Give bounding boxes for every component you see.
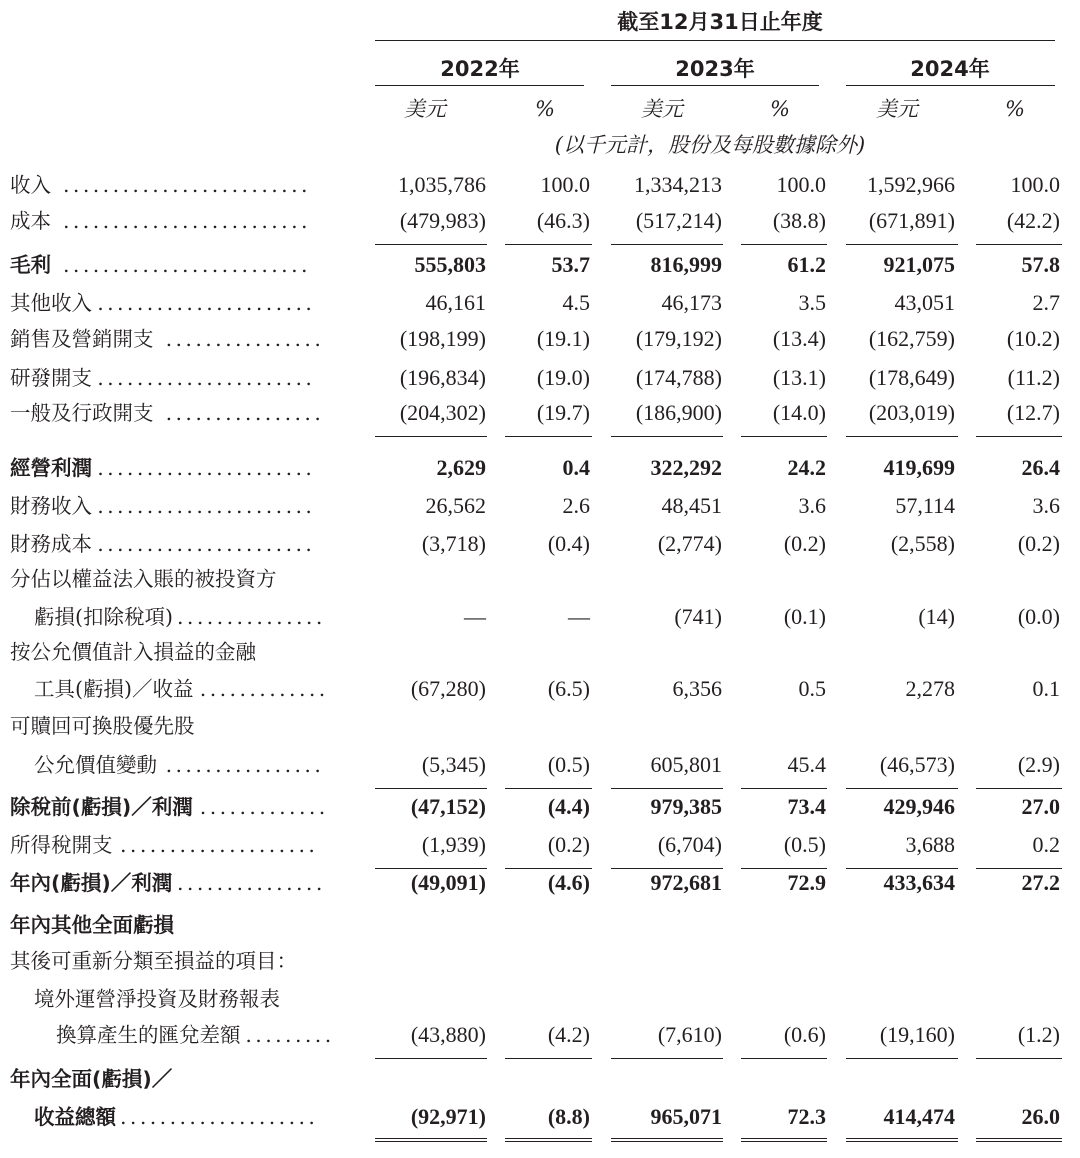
operating_profit-label: 經營利潤: [10, 456, 92, 480]
selling_expenses-value-2: (179,192): [635, 326, 722, 351]
admin_expenses-subtotal-rule-5: [976, 436, 1062, 437]
year-rule-2023: [611, 85, 819, 86]
cost-value-5: (42.2): [1006, 208, 1060, 233]
admin_expenses-value-3: (14.0): [772, 400, 826, 425]
fvtpl-value-2: 6,356: [672, 676, 722, 701]
equity_loss-leader-dots: ...............: [177, 605, 326, 629]
finance_cost-value-1: (0.4): [547, 531, 590, 556]
equity_loss-value-2: (741): [674, 604, 722, 629]
pretax-value-4: 429,946: [883, 794, 955, 819]
gross_profit-value-0: 555,803: [414, 252, 486, 277]
admin_expenses-subtotal-rule-1: [505, 436, 592, 437]
revenue-leader-dots: .........................: [63, 173, 311, 197]
total-label-2: 收益總額: [34, 1105, 116, 1129]
fx-value-2: (7,610): [657, 1022, 722, 1047]
total-double-rule-1: [505, 1138, 592, 1142]
equity_loss-label-2: 虧損(扣除稅項): [34, 605, 173, 629]
preferred_shares-subtotal-rule-4: [846, 788, 958, 789]
preferred_shares-label-2: 公允價值變動: [34, 753, 157, 777]
net-value-5: 27.2: [1021, 870, 1060, 895]
selling_expenses-value-5: (10.2): [1006, 326, 1060, 351]
preferred_shares-subtotal-rule-0: [375, 788, 487, 789]
cost-subtotal-rule-1: [505, 244, 592, 245]
other_income-leader-dots: ......................: [97, 291, 316, 315]
income_tax-value-2: (6,704): [657, 832, 722, 857]
total-value-4: 414,474: [883, 1104, 955, 1129]
net-value-0: (49,091): [410, 870, 486, 895]
preferred_shares-value-0: (5,345): [421, 752, 486, 777]
preferred_shares-subtotal-rule-1: [505, 788, 592, 789]
admin_expenses-value-0: (204,302): [399, 400, 486, 425]
income_tax-subtotal-rule-1: [505, 868, 592, 869]
total-double-rule-4: [846, 1138, 958, 1142]
cost-value-0: (479,983): [399, 208, 486, 233]
fvtpl-value-0: (67,280): [410, 676, 486, 701]
admin_expenses-value-2: (186,900): [635, 400, 722, 425]
cost-subtotal-rule-0: [375, 244, 487, 245]
operating_profit-value-3: 24.2: [787, 455, 826, 480]
revenue-value-0: 1,035,786: [398, 172, 486, 197]
rd_expenses-value-0: (196,834): [399, 365, 486, 390]
income_tax-subtotal-rule-2: [611, 868, 723, 869]
admin_expenses-value-5: (12.7): [1006, 400, 1060, 425]
rd_expenses-value-5: (11.2): [1007, 365, 1060, 390]
income_tax-value-0: (1,939): [421, 832, 486, 857]
fx-value-1: (4.2): [547, 1022, 590, 1047]
revenue-value-2: 1,334,213: [634, 172, 722, 197]
equity_loss-value-0: —: [464, 604, 486, 629]
income_tax-value-4: 3,688: [905, 832, 955, 857]
operating_profit-value-1: 0.4: [562, 455, 590, 480]
unit-usd-2022: 美元: [404, 97, 446, 121]
admin_expenses-subtotal-rule-4: [846, 436, 958, 437]
reclass_heading-label: 其後可重新分類至損益的項目：: [10, 949, 297, 973]
pretax-value-0: (47,152): [410, 794, 486, 819]
pretax-value-5: 27.0: [1021, 794, 1060, 819]
total-double-rule-3: [741, 1138, 827, 1142]
preferred_shares-value-3: 45.4: [787, 752, 826, 777]
net-value-4: 433,634: [883, 870, 955, 895]
income_tax-value-1: (0.2): [547, 832, 590, 857]
operating_profit-leader-dots: ......................: [97, 456, 316, 480]
fx-value-0: (43,880): [410, 1022, 486, 1047]
finance_income-value-0: 26,562: [425, 493, 486, 518]
preferred_shares-value-2: 605,801: [650, 752, 722, 777]
total-label-1: 年內全面(虧損)／: [10, 1067, 173, 1091]
finance_cost-leader-dots: ......................: [97, 532, 316, 556]
gross_profit-leader-dots: .........................: [63, 253, 311, 277]
rd_expenses-leader-dots: ......................: [97, 366, 316, 390]
admin_expenses-value-4: (203,019): [868, 400, 955, 425]
fvtpl-label-1: 按公允價值計入損益的金融: [10, 640, 256, 664]
fvtpl-value-3: 0.5: [798, 676, 826, 701]
income_tax-subtotal-rule-4: [846, 868, 958, 869]
fx-subtotal-rule-4: [846, 1058, 958, 1059]
other_income-value-4: 43,051: [894, 290, 955, 315]
finance_income-value-4: 57,114: [895, 493, 955, 518]
equity_loss-value-1: —: [568, 604, 590, 629]
rd_expenses-value-3: (13.1): [772, 365, 826, 390]
total-double-rule-2: [611, 1138, 723, 1142]
preferred_shares-subtotal-rule-2: [611, 788, 723, 789]
fx-subtotal-rule-5: [976, 1058, 1062, 1059]
unit-usd-2024: 美元: [876, 97, 918, 121]
unit-note: (以千元計，股份及每股數據除外): [554, 133, 866, 157]
income_tax-subtotal-rule-0: [375, 868, 487, 869]
selling_expenses-leader-dots: ................: [165, 327, 325, 351]
fvtpl-value-5: 0.1: [1032, 676, 1060, 701]
rd_expenses-value-4: (178,649): [868, 365, 955, 390]
revenue-value-4: 1,592,966: [867, 172, 955, 197]
year-2024: 2024年: [910, 57, 990, 81]
fx-subtotal-rule-3: [741, 1058, 827, 1059]
operating_profit-value-0: 2,629: [436, 455, 486, 480]
other_income-value-3: 3.5: [798, 290, 826, 315]
other_income-label: 其他收入: [10, 291, 92, 315]
fx-subtotal-rule-2: [611, 1058, 723, 1059]
other_income-value-5: 2.7: [1032, 290, 1060, 315]
pretax-leader-dots: .............: [199, 795, 329, 819]
cost-value-4: (671,891): [868, 208, 955, 233]
pretax-label: 除稅前(虧損)／利潤: [10, 795, 193, 819]
other_income-value-0: 46,161: [425, 290, 486, 315]
rd_expenses-value-2: (174,788): [635, 365, 722, 390]
revenue-value-5: 100.0: [1010, 172, 1060, 197]
net-value-2: 972,681: [650, 870, 722, 895]
net-value-3: 72.9: [787, 870, 826, 895]
fx-value-5: (1.2): [1017, 1022, 1060, 1047]
income_tax-value-5: 0.2: [1032, 832, 1060, 857]
fx-subtotal-rule-1: [505, 1058, 592, 1059]
total-value-0: (92,971): [410, 1104, 486, 1129]
oci_heading-label: 年內其他全面虧損: [10, 913, 174, 937]
cost-subtotal-rule-4: [846, 244, 958, 245]
finance_cost-label: 財務成本: [10, 532, 92, 556]
unit-pct-2024: %: [1005, 97, 1025, 121]
pretax-value-1: (4.4): [547, 794, 590, 819]
preferred_shares-subtotal-rule-3: [741, 788, 827, 789]
admin_expenses-subtotal-rule-0: [375, 436, 487, 437]
unit-pct-2022: %: [535, 97, 555, 121]
finance_cost-value-5: (0.2): [1017, 531, 1060, 556]
finance_income-value-1: 2.6: [562, 493, 590, 518]
income_tax-leader-dots: ....................: [120, 833, 319, 857]
selling_expenses-value-3: (13.4): [772, 326, 826, 351]
fvtpl-label-2: 工具(虧損)／收益: [34, 677, 194, 701]
finance_cost-value-4: (2,558): [890, 531, 955, 556]
fvtpl-value-1: (6.5): [547, 676, 590, 701]
income_tax-subtotal-rule-3: [741, 868, 827, 869]
income_tax-subtotal-rule-5: [976, 868, 1062, 869]
revenue-value-3: 100.0: [776, 172, 826, 197]
fx-subtotal-rule-0: [375, 1058, 487, 1059]
preferred_shares-value-5: (2.9): [1017, 752, 1060, 777]
other_income-value-2: 46,173: [661, 290, 722, 315]
equity_loss-label-1: 分佔以權益法入賬的被投資方: [10, 567, 277, 591]
preferred_shares-value-4: (46,573): [879, 752, 955, 777]
equity_loss-value-3: (0.1): [783, 604, 826, 629]
pretax-value-2: 979,385: [650, 794, 722, 819]
pretax-value-3: 73.4: [787, 794, 826, 819]
unit-usd-2023: 美元: [641, 97, 683, 121]
total-value-1: (8.8): [547, 1104, 590, 1129]
finance_cost-value-2: (2,774): [657, 531, 722, 556]
year-2022: 2022年: [440, 57, 520, 81]
selling_expenses-label: 銷售及營銷開支: [10, 327, 154, 351]
equity_loss-value-4: (14): [918, 604, 955, 629]
preferred_shares-subtotal-rule-5: [976, 788, 1062, 789]
admin_expenses-label: 一般及行政開支: [10, 401, 154, 425]
finance_income-value-2: 48,451: [661, 493, 722, 518]
unit-pct-2023: %: [770, 97, 790, 121]
cost-leader-dots: .........................: [63, 209, 311, 233]
finance_income-value-5: 3.6: [1032, 493, 1060, 518]
cost-subtotal-rule-5: [976, 244, 1062, 245]
finance_income-value-3: 3.6: [798, 493, 826, 518]
admin_expenses-value-1: (19.7): [536, 400, 590, 425]
net-leader-dots: ...............: [177, 871, 326, 895]
admin_expenses-subtotal-rule-3: [741, 436, 827, 437]
admin_expenses-leader-dots: ................: [165, 401, 325, 425]
revenue-label: 收入: [10, 173, 51, 197]
equity_loss-value-5: (0.0): [1017, 604, 1060, 629]
total-double-rule-0: [375, 1138, 487, 1142]
header-rule: [375, 40, 1055, 41]
rd_expenses-value-1: (19.0): [536, 365, 590, 390]
fx-value-4: (19,160): [879, 1022, 955, 1047]
preferred_shares-leader-dots: ................: [165, 753, 325, 777]
selling_expenses-value-0: (198,199): [399, 326, 486, 351]
gross_profit-label: 毛利: [10, 253, 51, 277]
cost-value-3: (38.8): [772, 208, 826, 233]
year-rule-2022: [375, 85, 584, 86]
period-title: 截至12月31日止年度: [617, 10, 823, 34]
finance_income-leader-dots: ......................: [97, 494, 316, 518]
finance_income-label: 財務收入: [10, 494, 92, 518]
gross_profit-value-1: 53.7: [551, 252, 590, 277]
total-value-3: 72.3: [787, 1104, 826, 1129]
other_income-value-1: 4.5: [562, 290, 590, 315]
income_tax-value-3: (0.5): [783, 832, 826, 857]
fx-value-3: (0.6): [783, 1022, 826, 1047]
fx-label-1: 境外運營淨投資及財務報表: [34, 987, 280, 1011]
cost-subtotal-rule-2: [611, 244, 723, 245]
operating_profit-value-2: 322,292: [650, 455, 722, 480]
gross_profit-value-5: 57.8: [1021, 252, 1060, 277]
gross_profit-value-2: 816,999: [650, 252, 722, 277]
preferred_shares-value-1: (0.5): [547, 752, 590, 777]
finance_cost-value-0: (3,718): [421, 531, 486, 556]
operating_profit-value-4: 419,699: [883, 455, 955, 480]
selling_expenses-value-1: (19.1): [536, 326, 590, 351]
total-value-5: 26.0: [1021, 1104, 1060, 1129]
admin_expenses-subtotal-rule-2: [611, 436, 723, 437]
gross_profit-value-4: 921,075: [883, 252, 955, 277]
finance_cost-value-3: (0.2): [783, 531, 826, 556]
year-2023: 2023年: [675, 57, 755, 81]
total-double-rule-5: [976, 1138, 1062, 1142]
year-rule-2024: [846, 85, 1055, 86]
rd_expenses-label: 研發開支: [10, 366, 92, 390]
cost-subtotal-rule-3: [741, 244, 827, 245]
cost-value-2: (517,214): [635, 208, 722, 233]
operating_profit-value-5: 26.4: [1021, 455, 1060, 480]
selling_expenses-value-4: (162,759): [868, 326, 955, 351]
total-value-2: 965,071: [650, 1104, 722, 1129]
cost-value-1: (46.3): [536, 208, 590, 233]
income_tax-label: 所得稅開支: [10, 833, 113, 857]
cost-label: 成本: [10, 209, 51, 233]
revenue-value-1: 100.0: [540, 172, 590, 197]
gross_profit-value-3: 61.2: [787, 252, 826, 277]
fx-leader-dots: .........: [245, 1023, 335, 1047]
net-value-1: (4.6): [547, 870, 590, 895]
fvtpl-leader-dots: .............: [199, 677, 329, 701]
fx-label-2: 換算產生的匯兌差額: [56, 1023, 241, 1047]
net-label: 年內(虧損)／利潤: [10, 871, 173, 895]
fvtpl-value-4: 2,278: [905, 676, 955, 701]
total-leader-dots: ....................: [120, 1105, 319, 1129]
preferred_shares-label-1: 可贖回可換股優先股: [10, 714, 195, 738]
